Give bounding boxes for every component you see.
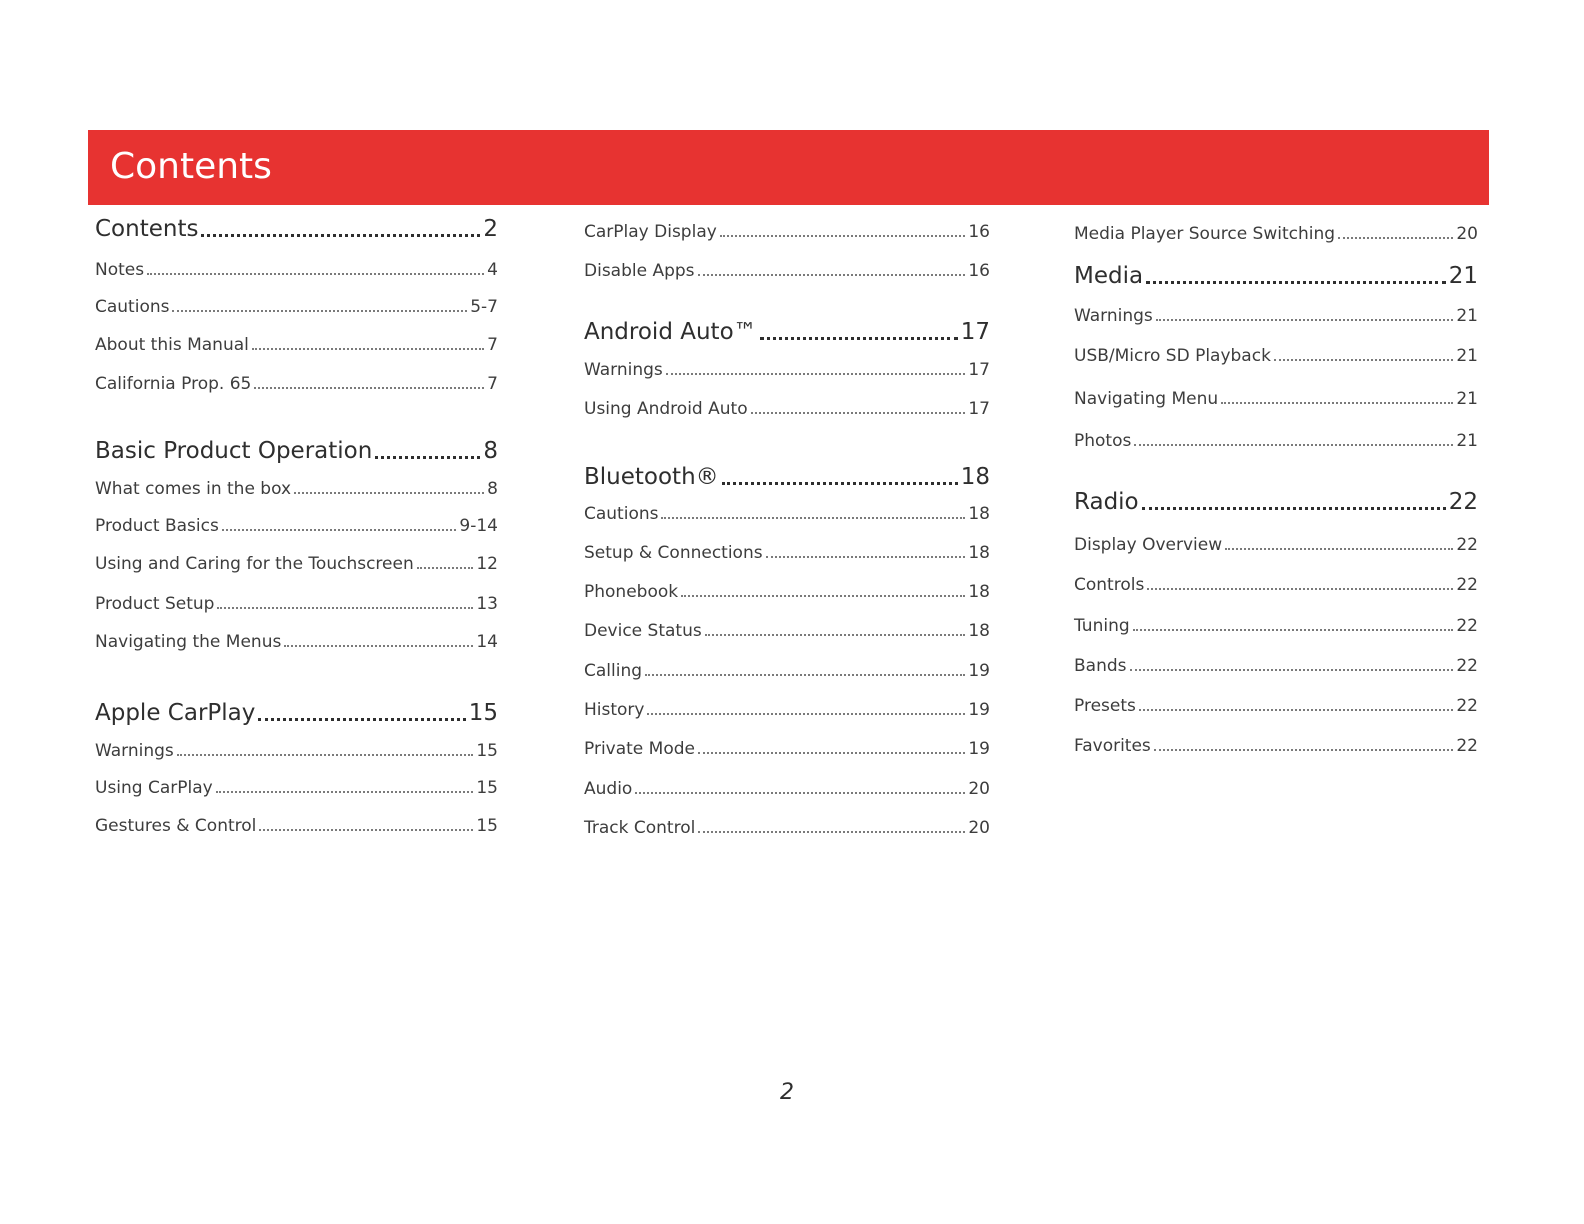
dot-leader [284, 645, 473, 647]
toc-entry-page: 13 [476, 594, 498, 614]
toc-entry [1074, 575, 1478, 595]
toc-entry-page: 17 [960, 319, 990, 345]
toc-entry [584, 543, 990, 563]
toc-entry-label: Cautions [584, 504, 659, 524]
toc-entry-label: Tuning [1074, 616, 1130, 636]
toc-entry-label: Apple CarPlay [95, 700, 256, 726]
toc-section-entry [584, 464, 990, 490]
dot-leader [1154, 749, 1454, 751]
toc-entry-label: Warnings [1074, 306, 1153, 326]
dot-leader [417, 567, 474, 569]
dot-leader [259, 829, 473, 831]
toc-entry-page: 22 [1456, 736, 1478, 756]
toc-entry-page: 19 [968, 739, 990, 759]
dot-leader [222, 529, 457, 531]
toc-entry-label: Using and Caring for the Touchscreen [95, 554, 414, 574]
toc-entry-page: 20 [968, 779, 990, 799]
dot-leader [698, 831, 965, 833]
toc-entry [95, 260, 498, 280]
toc-entry [584, 700, 990, 720]
dot-leader [705, 634, 966, 636]
toc-entry [95, 297, 498, 317]
toc-entry-label: Warnings [584, 360, 663, 380]
toc-entry-page: 21 [1448, 263, 1478, 289]
toc-entry-page: 12 [476, 554, 498, 574]
toc-entry [1074, 346, 1478, 366]
toc-entry-page: 18 [968, 504, 990, 524]
dot-leader [751, 412, 966, 414]
dot-leader [1156, 319, 1454, 321]
dot-leader [722, 482, 958, 485]
toc-entry [1074, 616, 1478, 636]
toc-entry [95, 554, 498, 574]
toc-entry [1074, 535, 1478, 555]
toc-entry-label: Navigating Menu [1074, 389, 1219, 409]
toc-entry-page: 18 [960, 464, 990, 490]
toc-entry-label: Basic Product Operation [95, 438, 373, 464]
toc-entry-label: Bluetooth® [584, 464, 719, 490]
toc-entry-page: 14 [476, 632, 498, 652]
dot-leader [635, 792, 965, 794]
toc-entry [584, 779, 990, 799]
toc-entry-page: 18 [968, 621, 990, 641]
toc-entry-page: 22 [1456, 656, 1478, 676]
toc-entry-label: Using Android Auto [584, 399, 748, 419]
toc-entry-label: Favorites [1074, 736, 1151, 756]
toc-entry-label: Calling [584, 661, 643, 681]
toc-section-entry [584, 319, 990, 345]
toc-entry-label: Photos [1074, 431, 1132, 451]
toc-entry-page: 20 [968, 818, 990, 838]
toc-entry-label: Contents [95, 216, 199, 242]
dot-leader [698, 752, 965, 754]
toc-entry-label: Device Status [584, 621, 702, 641]
toc-entry-page: 22 [1448, 489, 1478, 515]
toc-entry [1074, 656, 1478, 676]
dot-leader [217, 607, 473, 609]
toc-entry-page: 21 [1456, 389, 1478, 409]
toc-entry-page: 15 [476, 741, 498, 761]
dot-leader [172, 310, 467, 312]
toc-entry-label: Android Auto™ [584, 319, 757, 345]
toc-entry-label: Gestures & Control [95, 816, 257, 836]
toc-entry-label: Setup & Connections [584, 543, 763, 563]
toc-section-entry [95, 700, 498, 726]
banner-title: Contents [110, 146, 272, 187]
toc-column-1 [95, 216, 498, 856]
dot-leader [681, 595, 965, 597]
toc-entry [95, 816, 498, 836]
toc-entry-label: Product Basics [95, 516, 219, 536]
toc-entry [95, 632, 498, 652]
dot-leader [647, 713, 965, 715]
dot-leader [254, 387, 484, 389]
toc-entry [584, 621, 990, 641]
toc-entry-page: 4 [487, 260, 498, 280]
dot-leader [645, 674, 965, 676]
toc-entry-page: 7 [487, 374, 498, 394]
toc-entry-page: 18 [968, 543, 990, 563]
toc-entry-page: 22 [1456, 616, 1478, 636]
dot-leader [1142, 507, 1446, 510]
toc-entry-page: 8 [483, 438, 498, 464]
dot-leader [252, 348, 484, 350]
toc-entry [1074, 696, 1478, 716]
toc-entry-label: Controls [1074, 575, 1145, 595]
toc-entry [584, 399, 990, 419]
toc-entry-page: 19 [968, 661, 990, 681]
dot-leader [661, 517, 965, 519]
toc-entry-label: Using CarPlay [95, 778, 213, 798]
dot-leader [1134, 444, 1453, 446]
toc-entry-label: Presets [1074, 696, 1136, 716]
toc-section-entry [95, 216, 498, 242]
toc-entry-page: 2 [483, 216, 498, 242]
toc-entry-page: 20 [1456, 224, 1478, 244]
toc-entry-label: CarPlay Display [584, 222, 717, 242]
toc-entry-page: 19 [968, 700, 990, 720]
dot-leader [216, 791, 474, 793]
toc-entry-label: Display Overview [1074, 535, 1223, 555]
toc-entry-label: California Prop. 65 [95, 374, 252, 394]
dot-leader [1146, 281, 1446, 284]
dot-leader [1139, 709, 1453, 711]
toc-entry-label: History [584, 700, 645, 720]
toc-section-entry [1074, 489, 1478, 515]
toc-entry-label: Track Control [584, 818, 696, 838]
toc-entry-label: Notes [95, 260, 145, 280]
contents-banner [88, 130, 1489, 205]
toc-entry-page: 21 [1456, 346, 1478, 366]
toc-entry-label: Audio [584, 779, 633, 799]
toc-entry [95, 516, 498, 536]
toc-entry-label: Phonebook [584, 582, 679, 602]
toc-entry [584, 582, 990, 602]
dot-leader [766, 556, 966, 558]
dot-leader [177, 754, 474, 756]
dot-leader [1338, 237, 1453, 239]
dot-leader [201, 234, 480, 237]
toc-entry-page: 15 [476, 778, 498, 798]
toc-entry-page: 7 [487, 335, 498, 355]
toc-entry [1074, 306, 1478, 326]
toc-entry [584, 661, 990, 681]
dot-leader [698, 274, 966, 276]
toc-entry [95, 335, 498, 355]
toc-entry [95, 374, 498, 394]
toc-entry-page: 8 [487, 479, 498, 499]
toc-column-3 [1074, 216, 1478, 776]
dot-leader [666, 373, 966, 375]
dot-leader [294, 492, 484, 494]
toc-entry-page: 5-7 [470, 297, 498, 317]
toc-entry-page: 22 [1456, 696, 1478, 716]
toc-entry-label: Media Player Source Switching [1074, 224, 1336, 244]
page-number: 2 [780, 1080, 794, 1105]
toc-entry [1074, 224, 1478, 244]
dot-leader [375, 456, 480, 459]
toc-entry [1074, 389, 1478, 409]
dot-leader [1225, 548, 1453, 550]
toc-entry [1074, 736, 1478, 756]
dot-leader [147, 273, 484, 275]
toc-entry-label: Bands [1074, 656, 1127, 676]
toc-entry-page: 21 [1456, 431, 1478, 451]
toc-entry-page: 17 [968, 360, 990, 380]
toc-entry-page: 16 [968, 261, 990, 281]
dot-leader [1133, 629, 1454, 631]
toc-entry-label: Navigating the Menus [95, 632, 282, 652]
toc-entry-label: Disable Apps [584, 261, 695, 281]
toc-section-entry [1074, 263, 1478, 289]
dot-leader [760, 337, 958, 340]
toc-section-entry [95, 438, 498, 464]
toc-entry-page: 18 [968, 582, 990, 602]
toc-entry-page: 17 [968, 399, 990, 419]
toc-entry-label: What comes in the box [95, 479, 292, 499]
toc-entry [95, 778, 498, 798]
dot-leader [1147, 588, 1453, 590]
toc-entry [1074, 431, 1478, 451]
toc-entry-page: 15 [468, 700, 498, 726]
toc-entry-page: 9-14 [459, 516, 498, 536]
toc-column-2 [584, 216, 990, 856]
toc-entry-page: 16 [968, 222, 990, 242]
toc-entry-label: About this Manual [95, 335, 249, 355]
toc-entry-label: USB/Micro SD Playback [1074, 346, 1271, 366]
toc-entry [584, 739, 990, 759]
toc-entry-page: 15 [476, 816, 498, 836]
toc-entry [95, 479, 498, 499]
toc-entry [584, 222, 990, 242]
toc-entry [584, 504, 990, 524]
toc-entry [584, 360, 990, 380]
toc-entry-page: 21 [1456, 306, 1478, 326]
toc-entry-label: Cautions [95, 297, 170, 317]
dot-leader [1221, 402, 1453, 404]
dot-leader [720, 235, 966, 237]
toc-entry [584, 818, 990, 838]
dot-leader [1130, 669, 1454, 671]
toc-entry [95, 741, 498, 761]
toc-entry [584, 261, 990, 281]
dot-leader [1274, 359, 1453, 361]
toc-entry-page: 22 [1456, 575, 1478, 595]
toc-entry-label: Warnings [95, 741, 174, 761]
dot-leader [258, 718, 465, 721]
toc-entry-label: Media [1074, 263, 1144, 289]
toc-entry-page: 22 [1456, 535, 1478, 555]
toc-entry-label: Radio [1074, 489, 1139, 515]
toc-entry [95, 594, 498, 614]
toc-entry-label: Product Setup [95, 594, 215, 614]
toc-entry-label: Private Mode [584, 739, 695, 759]
